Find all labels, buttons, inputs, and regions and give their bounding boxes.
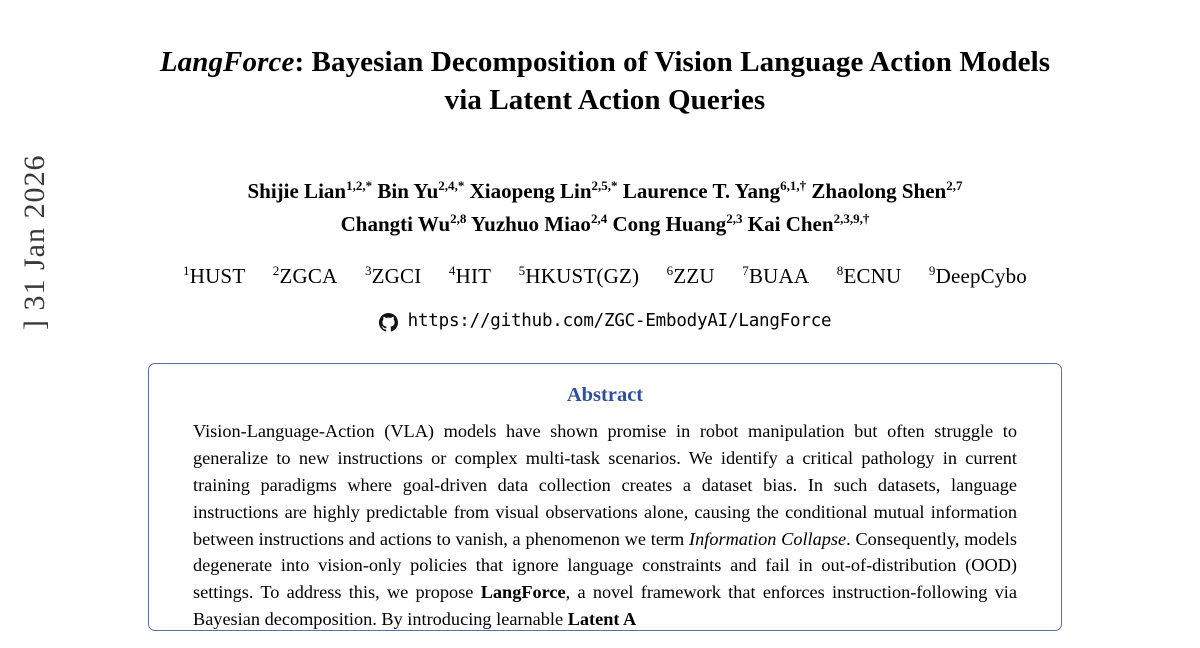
affiliation-name: ZGCI — [371, 264, 422, 289]
author-affiliation-marker: 6,1,† — [780, 178, 807, 194]
author-line-1 — [140, 175, 1070, 208]
title-italic-lead: LangForce — [159, 46, 295, 78]
affiliation-item — [742, 264, 809, 289]
affiliation-item — [929, 264, 1027, 289]
abstract-heading: Abstract — [566, 384, 644, 407]
affiliation-item — [365, 264, 422, 289]
author-name: Zhaolong Shen — [811, 179, 947, 204]
abstract-part: . Consequently, models degenerate into vision-only policies that ignore language constraints and fail in out-of-distribution (OOD) settings. To address this, we propose — [193, 528, 1017, 603]
repository-url[interactable]: https://github.com/ZGC-EmbodyAI/LangForce — [407, 311, 832, 332]
author-affiliation-marker: 2,3,9,† — [833, 210, 870, 226]
author — [341, 212, 467, 236]
affiliation-index: 6 — [666, 263, 674, 279]
affiliation-index: 9 — [928, 263, 936, 279]
author-affiliation-marker: 2,3 — [726, 210, 743, 226]
affiliation-name: DeepCybo — [935, 264, 1027, 289]
affiliation-name: HUST — [189, 264, 246, 289]
title-line2: via Latent Action Queries — [444, 83, 766, 116]
author-affiliation-marker: 2,4 — [590, 210, 608, 226]
author — [748, 212, 870, 236]
affiliation-name: ZZU — [673, 264, 715, 289]
author-affiliation-marker: 1,2,* — [346, 178, 373, 194]
author — [247, 179, 372, 203]
affiliation-item — [837, 264, 902, 289]
affiliation-index: 5 — [518, 263, 526, 279]
affiliation-list — [140, 264, 1070, 289]
affiliation-index: 8 — [836, 263, 844, 279]
affiliation-item — [273, 264, 338, 289]
abstract-box — [148, 363, 1062, 631]
abstract-part-italic: Information Collapse — [689, 528, 847, 549]
author-name: Shijie Lian — [247, 179, 347, 204]
affiliation-item — [449, 264, 491, 289]
author — [377, 179, 464, 203]
abstract-part-bold: LangForce — [480, 582, 566, 603]
affiliation-name: HKUST(GZ) — [525, 264, 640, 289]
paper-page — [140, 0, 1070, 648]
author-affiliation-marker: 2,8 — [450, 210, 467, 226]
affiliation-item — [667, 264, 715, 289]
author-affiliation-marker: 2,5,* — [591, 178, 618, 194]
author — [612, 212, 742, 236]
github-icon — [379, 313, 398, 332]
affiliation-index: 1 — [182, 263, 190, 279]
author-list — [140, 175, 1070, 240]
affiliation-index: 7 — [742, 263, 749, 279]
affiliation-index: 2 — [272, 263, 280, 279]
author-name: Xiaopeng Lin — [469, 179, 592, 204]
author-name: Kai Chen — [747, 211, 834, 236]
repository-link-row[interactable] — [140, 311, 1070, 331]
author-affiliation-marker: 2,7 — [946, 178, 963, 194]
author-affiliation-marker: 2,4,* — [438, 178, 465, 194]
abstract-part-bold: Latent A — [567, 609, 637, 630]
abstract-part: , a novel framework that enforces instruction-following via Bayesian decomposition. By introducing learnable — [193, 582, 1017, 630]
page-title — [140, 44, 1070, 119]
author — [471, 212, 607, 236]
author-name: Laurence T. Yang — [622, 179, 781, 204]
affiliation-name: ECNU — [843, 264, 902, 289]
affiliation-index: 4 — [448, 263, 456, 279]
author-name: Yuzhuo Miao — [470, 211, 591, 236]
title-line1-rest: : Bayesian Decomposition of Vision Language Action Models — [294, 46, 1051, 78]
author-name: Cong Huang — [612, 211, 727, 236]
abstract-part: Vision-Language-Action (VLA) models have shown promise in robot manipulation but often struggle to generalize to new instructions or complex multi-task scenarios. We identify a critical pathology in current training paradigms where goal-driven data collection creates a dataset bias. In such datasets, language instructions are highly predictable from visual observations alone, causing the conditional mutual information between instructions and actions to vanish, a phenomenon we term — [193, 421, 1017, 549]
affiliation-item — [183, 264, 245, 289]
affiliation-index: 3 — [364, 263, 372, 279]
author — [811, 179, 962, 203]
affiliation-name: ZGCA — [279, 264, 338, 289]
author-name: Changti Wu — [340, 211, 451, 236]
affiliation-item — [519, 264, 640, 289]
author-line-2 — [140, 208, 1070, 241]
affiliation-name: HIT — [455, 264, 492, 289]
author — [623, 179, 806, 203]
arxiv-vertical-stamp: ] 31 Jan 2026 — [18, 154, 51, 330]
abstract-text — [193, 418, 1017, 631]
affiliation-name: BUAA — [748, 264, 810, 289]
author-name: Bin Yu — [377, 179, 439, 204]
author — [470, 179, 618, 203]
